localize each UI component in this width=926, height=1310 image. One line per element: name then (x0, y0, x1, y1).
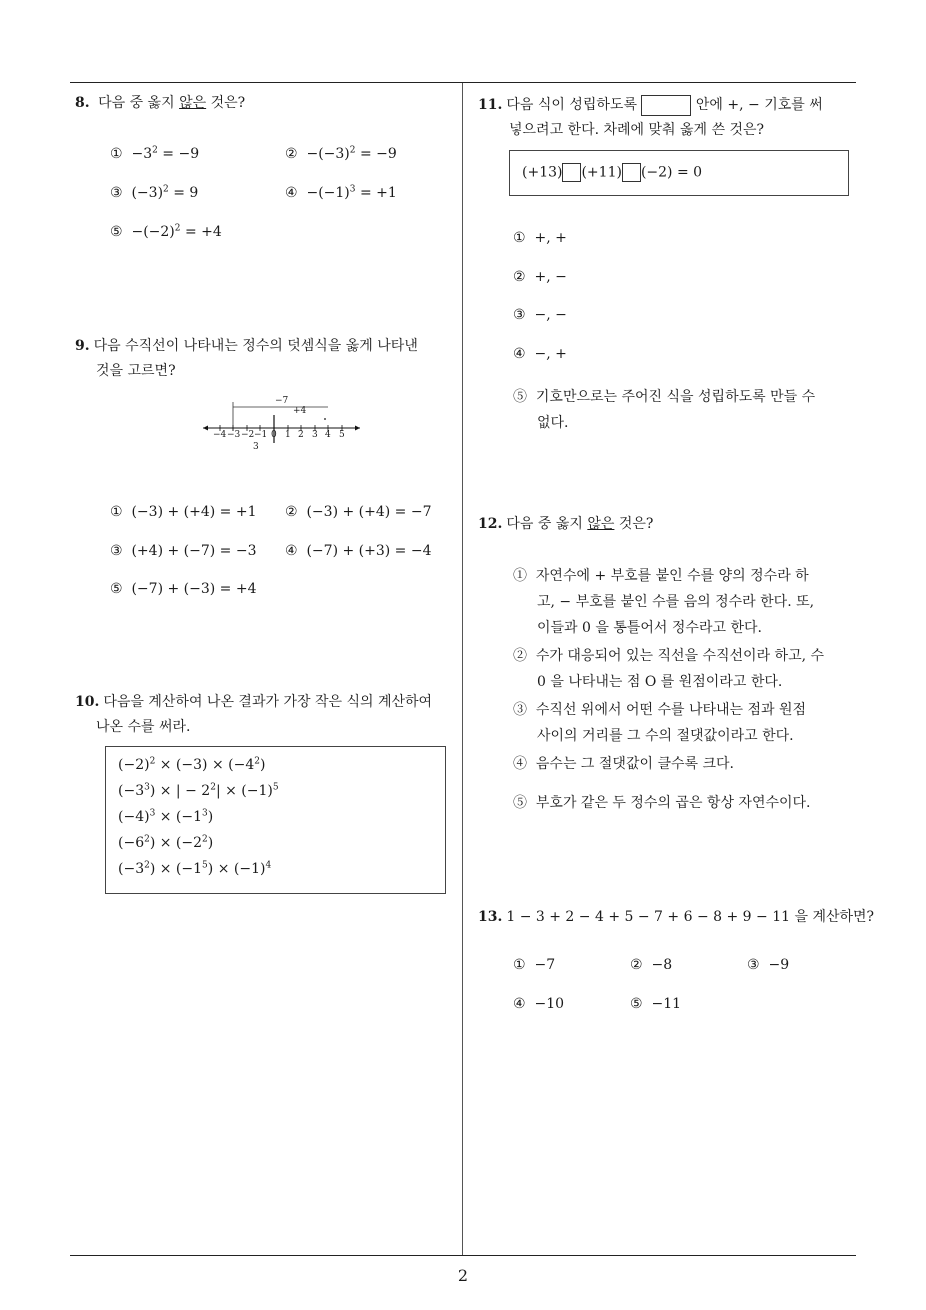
question-number: 12. (478, 516, 503, 532)
stem-text: 것을 고르면? (96, 363, 176, 379)
page-number: 2 (457, 1266, 469, 1285)
stem-text: 다음 식이 성립하도록 (506, 97, 637, 113)
q12-option-4[interactable]: ④ 음수는 그 절댓값이 클수록 크다. (513, 756, 734, 772)
question-8-stem (75, 91, 245, 116)
expression-3: $(-4)^3 \times (-1^3)$ (118, 808, 214, 825)
stem-emphasis: 않은 (587, 516, 615, 532)
q9-option-1[interactable]: ① (−3) + (+4) = +1 (110, 504, 257, 520)
expression-4: $(-6^2) \times (-2^2)$ (118, 834, 214, 851)
tick-label: −4 (213, 430, 227, 440)
question-number: 10. (75, 694, 100, 710)
tick-label: 3 (312, 430, 318, 440)
stem-text: 다음 중 옳지 (98, 95, 180, 111)
label-minus7: −7 (275, 396, 289, 406)
column-divider (462, 83, 463, 1255)
stem-text: 을 계산하면? (790, 909, 875, 925)
question-number: 9. (75, 338, 90, 354)
q9-option-2[interactable]: ② (−3) + (+4) = −7 (285, 504, 432, 520)
tick-label: 1 (285, 430, 291, 440)
q13-option-3[interactable]: ③ −9 (747, 957, 790, 973)
blank-1 (562, 163, 581, 182)
q11-option-3[interactable]: ③ −, − (513, 307, 567, 323)
tick-label: 0 (271, 430, 277, 440)
question-number: 8. (75, 95, 90, 111)
question-12-stem (478, 512, 653, 537)
q13-option-1[interactable]: ① −7 (513, 957, 556, 973)
tick-label: 2 (298, 430, 304, 440)
label-3: 3 (253, 442, 259, 452)
q8-option-5[interactable]: ⑤ $-(-2)^2 = +4$ (110, 223, 222, 240)
q12-option-3[interactable]: ③ 수직선 위에서 어떤 수를 나타내는 점과 원점 사이의 거리를 그 수의 절댓값이라고 한다. (513, 702, 807, 744)
equation: (+13) (+11) (−2) = 0 (522, 164, 703, 181)
q8-option-4[interactable]: ④ $-(-1)^3 = +1$ (285, 184, 397, 201)
q8-option-2[interactable]: ② $-(-3)^2 = -9$ (285, 145, 397, 162)
q13-option-4[interactable]: ④ −10 (513, 996, 565, 1012)
stem-text: 넣으려고 한다. 차례에 맞춰 옳게 쓴 것은? (509, 122, 765, 138)
question-number: 11. (478, 97, 503, 113)
q12-option-2[interactable]: ② 수가 대응되어 있는 직선을 수직선이라 하고, 수 0 을 나타내는 점 O 를 원점이라고 한다. (513, 648, 825, 690)
question-number: 13. (478, 909, 503, 925)
q11-option-1[interactable]: ① +, + (513, 230, 567, 246)
tick-label: −3 (227, 430, 241, 440)
question-13-stem (478, 905, 874, 930)
stem-text: 것은? (614, 516, 654, 532)
tick-label: −1 (254, 430, 268, 440)
bottom-rule (70, 1255, 856, 1256)
stem-expression: 1 − 3 + 2 − 4 + 5 − 7 + 6 − 8 + 9 − 11 (506, 909, 791, 925)
q9-option-3[interactable]: ③ (+4) + (−7) = −3 (110, 543, 257, 559)
blank-box-icon (641, 95, 691, 116)
expression-2: $(-3^3)$ × | − $2^2| \times (-1)^5$ (118, 782, 279, 799)
axis-arrow-right (355, 426, 360, 431)
q9-option-5[interactable]: ⑤ (−7) + (−3) = +4 (110, 581, 257, 597)
stem-text: 것은? (206, 95, 246, 111)
q8-option-3[interactable]: ③ $(-3)^2 = 9$ (110, 184, 199, 201)
expression-5: $(-3^2) \times (-1^5) \times (-1)^4$ (118, 860, 272, 877)
tick-label: 4 (325, 430, 331, 440)
q11-option-5[interactable]: ⑤ 기호만으로는 주어진 식을 성립하도록 만들 수 없다. (513, 389, 816, 431)
axis-arrow-left (203, 426, 208, 431)
question-10-stem (75, 690, 432, 740)
stem-text: 나온 수를 써라. (96, 719, 191, 735)
label-plus4: +4 (293, 406, 307, 416)
q11-option-2[interactable]: ② +, − (513, 269, 567, 285)
stem-text: 안에 +, − 기호를 써 (695, 97, 823, 113)
q12-option-1[interactable]: ① 자연수에 + 부호를 붙인 수를 양의 정수라 하 고, − 부호를 붙인 수를 음의 정수라 한다. 또, 이들과 0 을 통틀어서 정수라고 한다. (513, 568, 815, 636)
tick-label: −2 (241, 430, 255, 440)
tick-label: 5 (339, 430, 345, 440)
q11-option-4[interactable]: ④ −, + (513, 346, 567, 362)
equation-box (509, 150, 849, 196)
stem-text: 다음 중 옳지 (506, 516, 588, 532)
q12-option-5[interactable]: ⑤ 부호가 같은 두 정수의 곱은 항상 자연수이다. (513, 795, 811, 811)
expression-box (105, 746, 446, 894)
stem-text: 다음을 계산하여 나온 결과가 가장 작은 식의 계산하여 (103, 694, 433, 710)
top-rule (70, 82, 856, 83)
q9-option-4[interactable]: ④ (−7) + (+3) = −4 (285, 543, 432, 559)
question-11-stem (478, 93, 823, 143)
dot-marker (324, 418, 326, 420)
q8-option-1[interactable]: ① $-3^2 = -9$ (110, 145, 200, 162)
question-9-stem (75, 334, 418, 384)
stem-text: 다음 수직선이 나타내는 정수의 덧셈식을 옳게 나타낸 (93, 338, 418, 354)
q13-option-5[interactable]: ⑤ −11 (630, 996, 682, 1012)
q13-option-2[interactable]: ② −8 (630, 957, 673, 973)
stem-emphasis: 않은 (179, 95, 207, 111)
number-line-figure (200, 395, 365, 455)
blank-2 (622, 163, 641, 182)
expression-1: $(-2)^2 \times (-3) \times (-4^2)$ (118, 756, 266, 773)
